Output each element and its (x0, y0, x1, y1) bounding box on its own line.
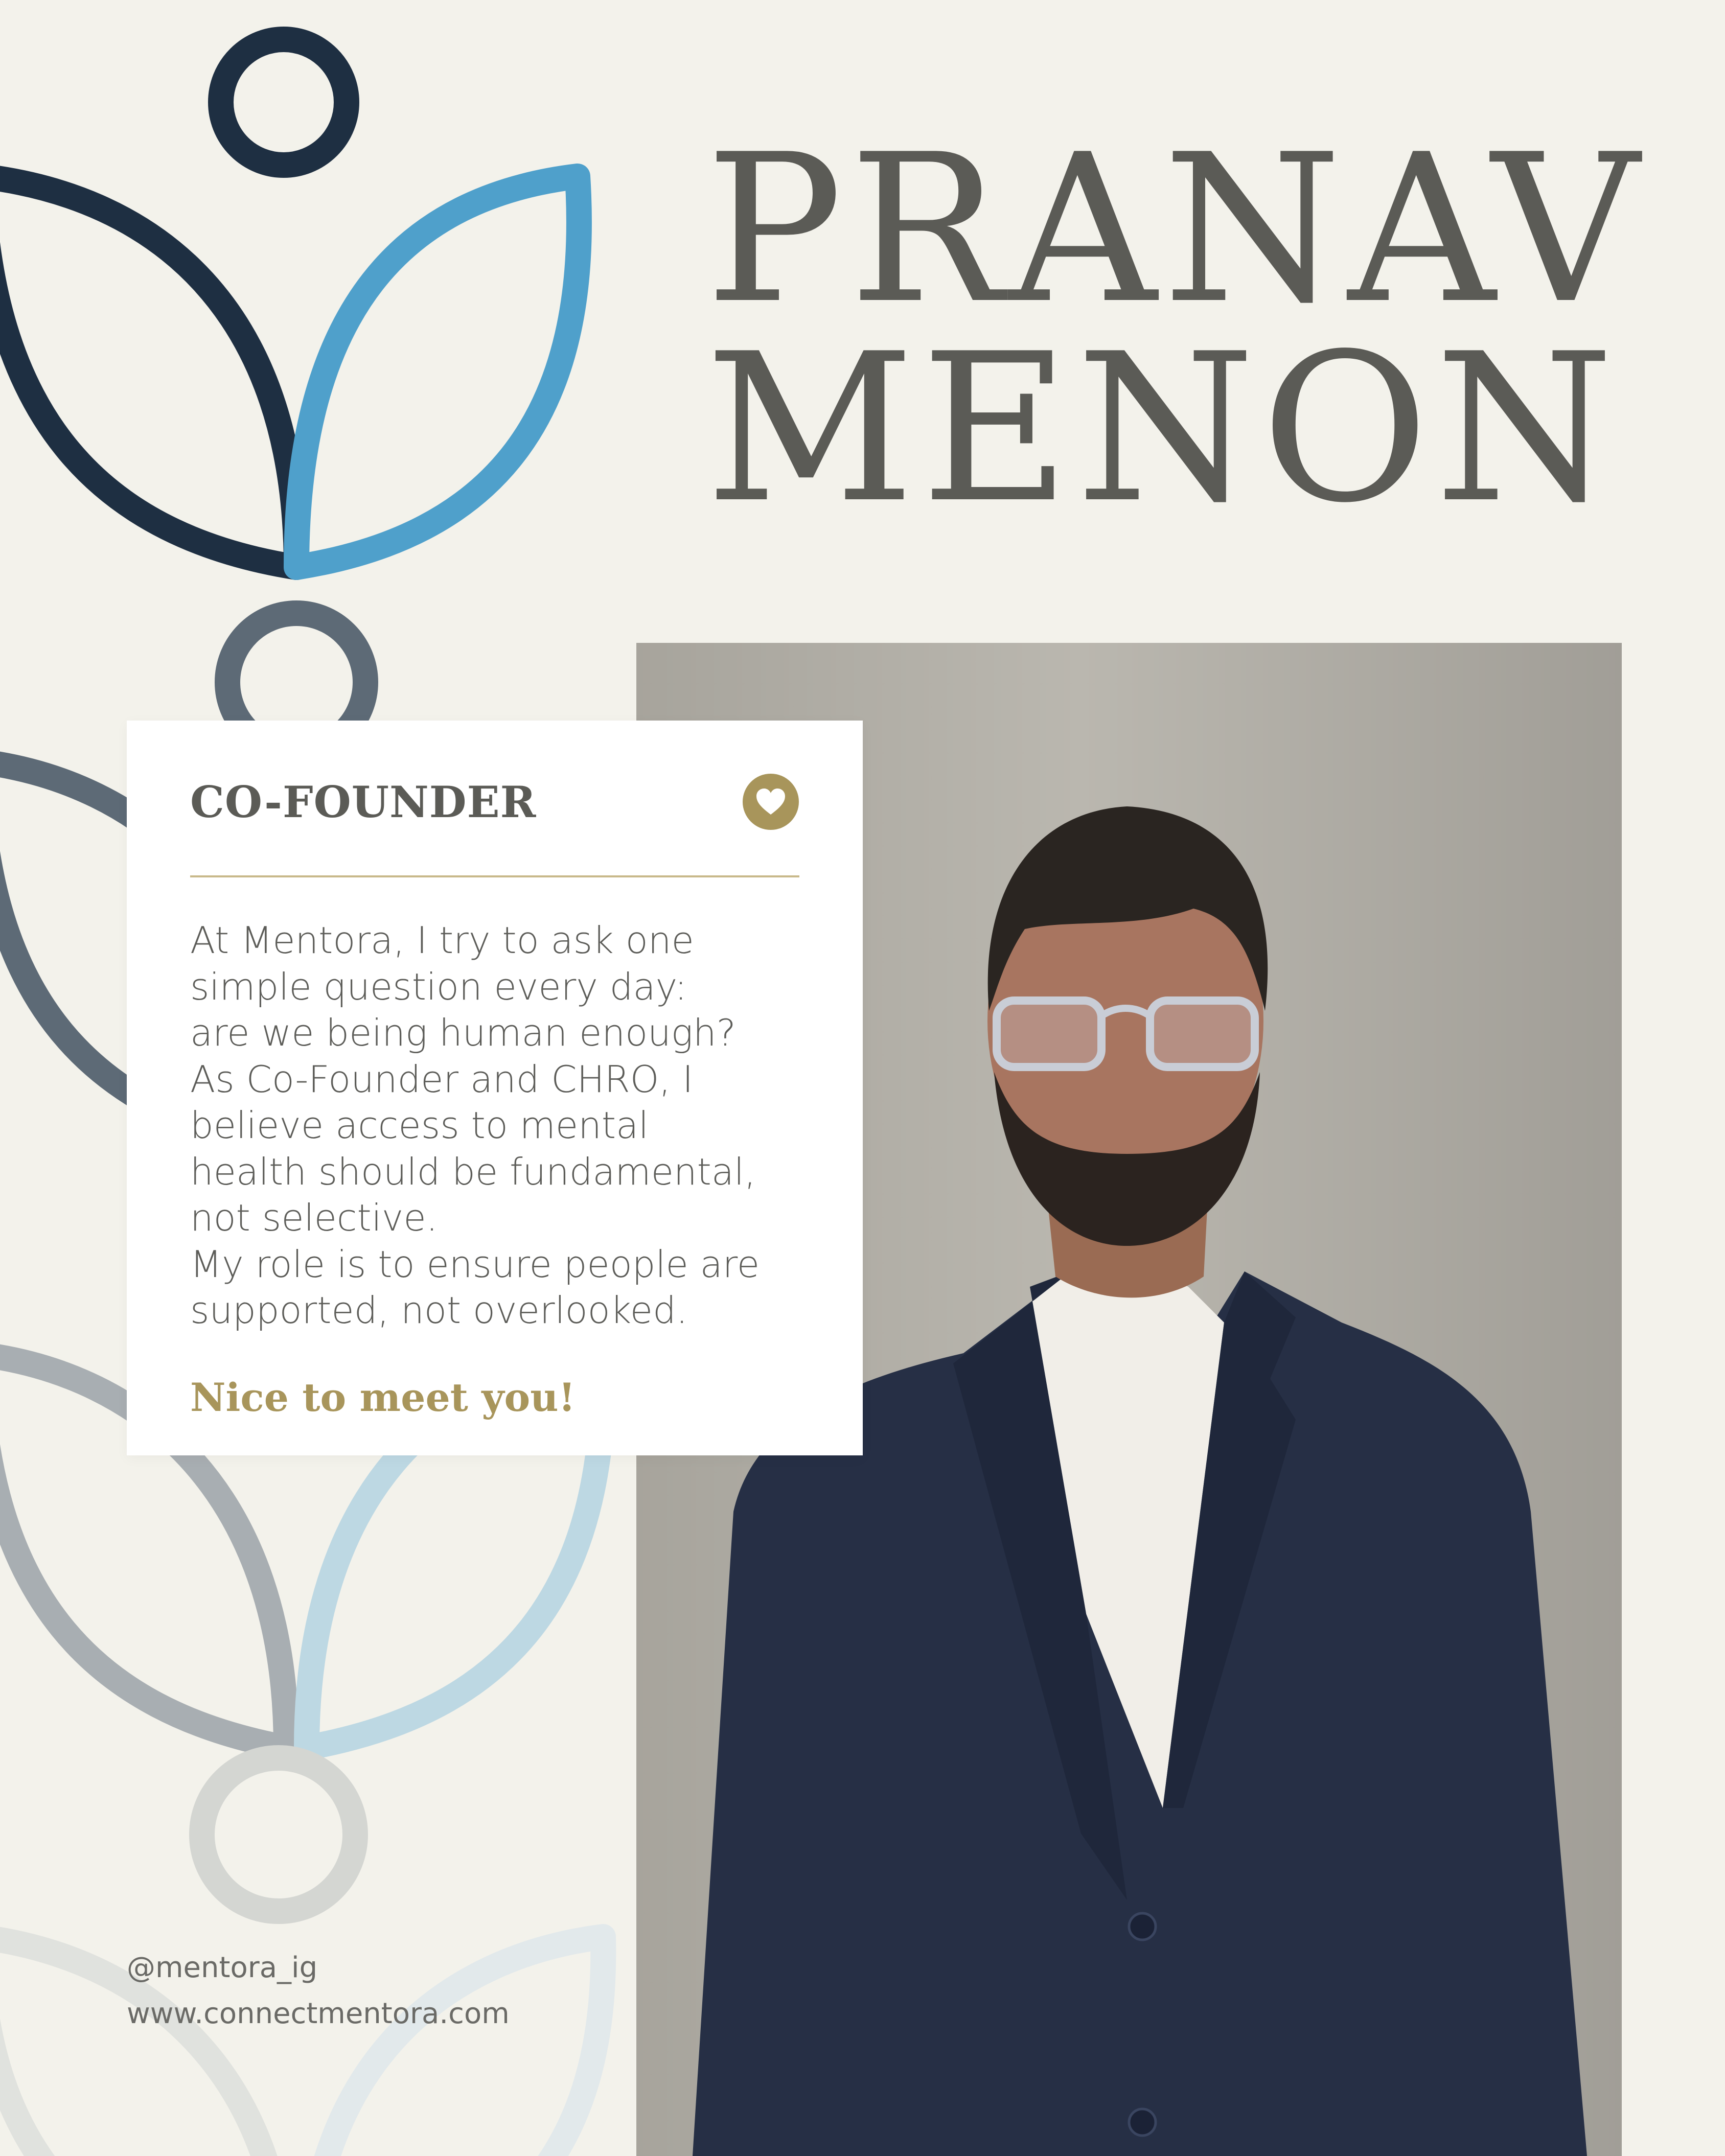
intro-card (127, 721, 863, 1455)
bio-line: are we being human enough? (190, 1011, 736, 1054)
jacket-button (1129, 1913, 1156, 1940)
bio-line: At Mentora, I try to ask one (190, 919, 694, 962)
bio-line: supported, not overlooked. (190, 1289, 688, 1332)
card-divider (190, 875, 799, 877)
greeting-text: Nice to meet you! (190, 1375, 576, 1420)
social-handle: @mentora_ig (127, 1951, 318, 1984)
bio-line: health should be fundamental, (190, 1150, 756, 1193)
ring-icon (202, 1758, 355, 1911)
heart-badge (743, 774, 799, 830)
glasses-left-lens (997, 1001, 1101, 1067)
website-link[interactable]: www.connectmentora.com (127, 1997, 510, 2030)
glasses-right-lens (1150, 1001, 1255, 1067)
name-heading (705, 111, 1645, 548)
bio-line: As Co-Founder and CHRO, I (190, 1057, 694, 1101)
leaf-icon (0, 176, 296, 567)
bio-line: simple question every day: (190, 965, 687, 1008)
ring-icon (221, 39, 347, 165)
heart-icon (755, 787, 787, 817)
bio-text (190, 917, 824, 1334)
role-title: CO-FOUNDER (190, 777, 537, 827)
leaf-icon (296, 176, 579, 567)
bio-line: not selective. (190, 1196, 438, 1239)
bio-line: believe access to mental (190, 1104, 649, 1147)
bio-line: My role is to ensure people are (190, 1242, 760, 1286)
first-name: PRANAV (705, 111, 1645, 349)
last-name: MENON (705, 310, 1620, 548)
jacket-button (1129, 2109, 1156, 2136)
footer-contact (127, 1945, 510, 2037)
